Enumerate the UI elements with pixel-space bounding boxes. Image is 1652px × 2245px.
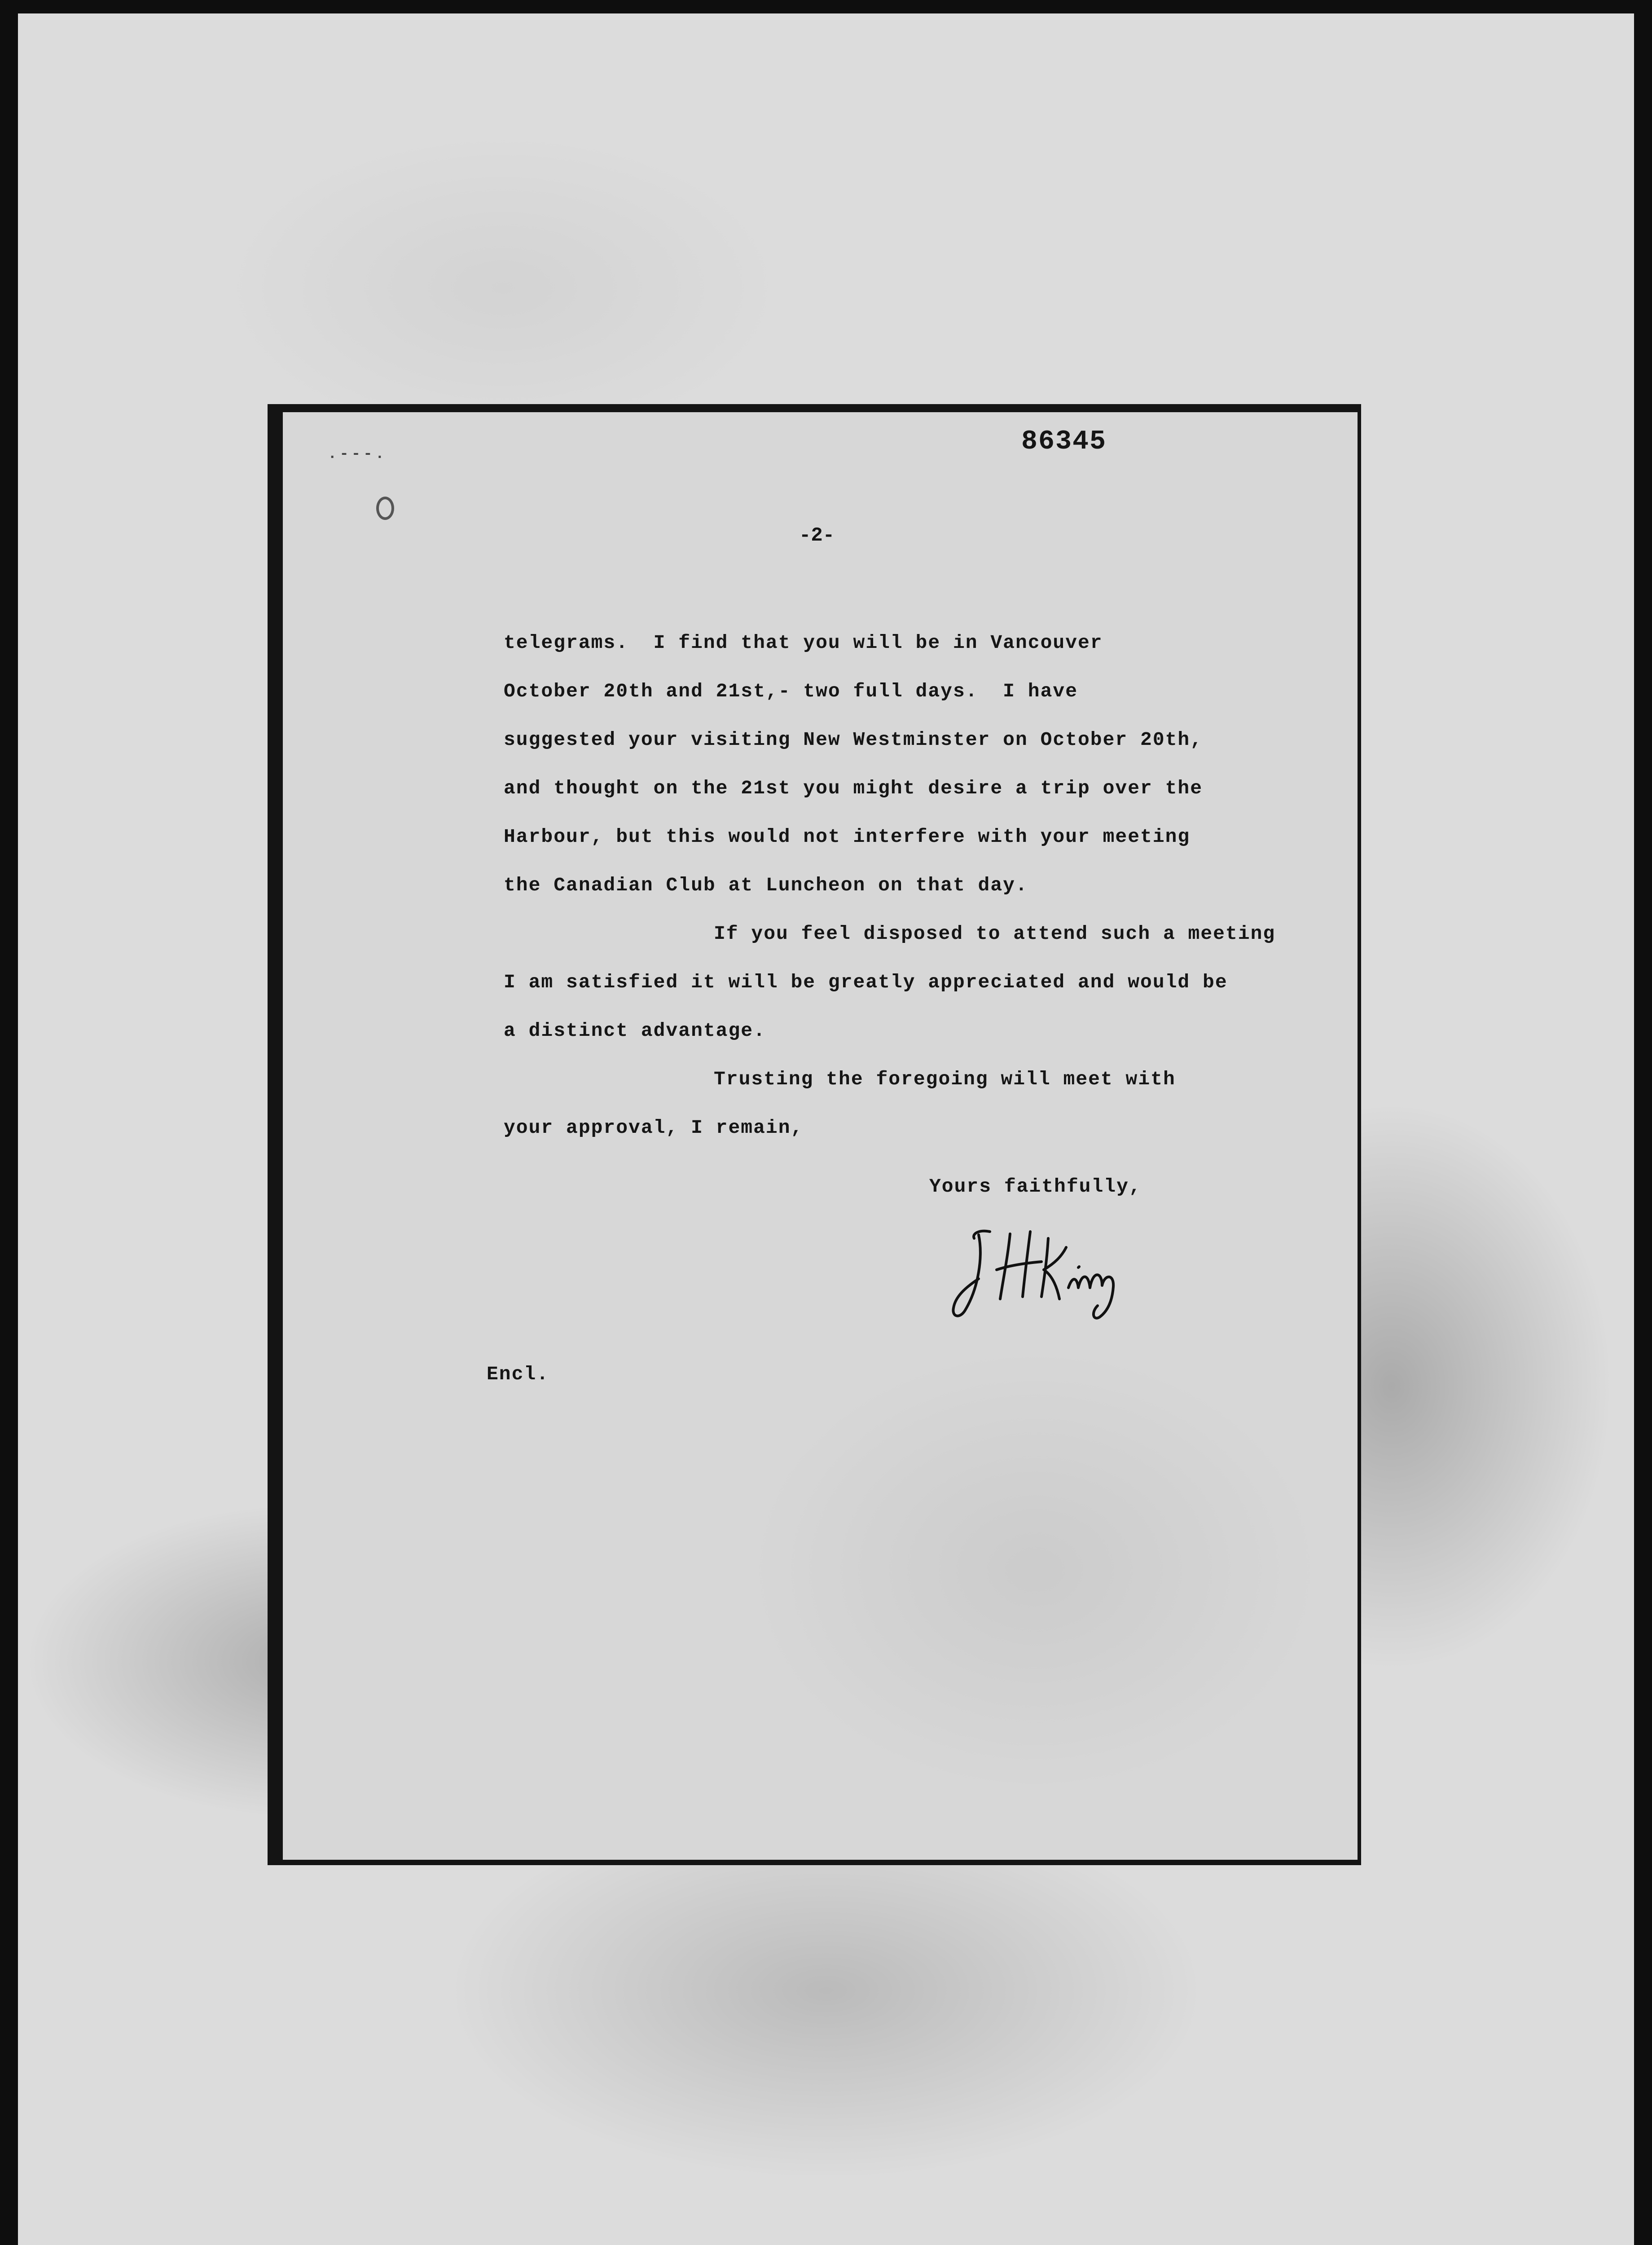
handwritten-signature	[947, 1220, 1145, 1328]
letter-page	[283, 412, 1358, 1860]
body-line: I am satisfied it will be greatly appreciated and would be	[504, 971, 1228, 993]
body-line: Harbour, but this would not interfere with your meeting	[504, 826, 1191, 848]
body-line: your approval, I remain,	[504, 1117, 804, 1139]
body-line: telegrams. I find that you will be in Vancouver	[504, 632, 1103, 654]
page-number: -2-	[799, 524, 835, 547]
reference-number: 86345	[1021, 427, 1107, 457]
enclosure-note: Encl.	[487, 1363, 549, 1385]
body-line: and thought on the 21st you might desire a trip over the	[504, 777, 1203, 799]
corner-mark: .---.	[328, 446, 387, 463]
body-line: If you feel disposed to attend such a meeting	[714, 923, 1276, 945]
body-line: October 20th and 21st,- two full days. I have	[504, 680, 1078, 702]
body-line: Trusting the foregoing will meet with	[714, 1068, 1176, 1090]
letter-body	[504, 619, 1357, 1152]
body-line: the Canadian Club at Luncheon on that day.	[504, 874, 1028, 896]
complimentary-close: Yours faithfully,	[929, 1175, 1142, 1197]
punch-hole	[376, 497, 394, 520]
body-line: suggested your visiting New Westminster on October 20th,	[504, 729, 1203, 751]
body-line: a distinct advantage.	[504, 1020, 766, 1042]
